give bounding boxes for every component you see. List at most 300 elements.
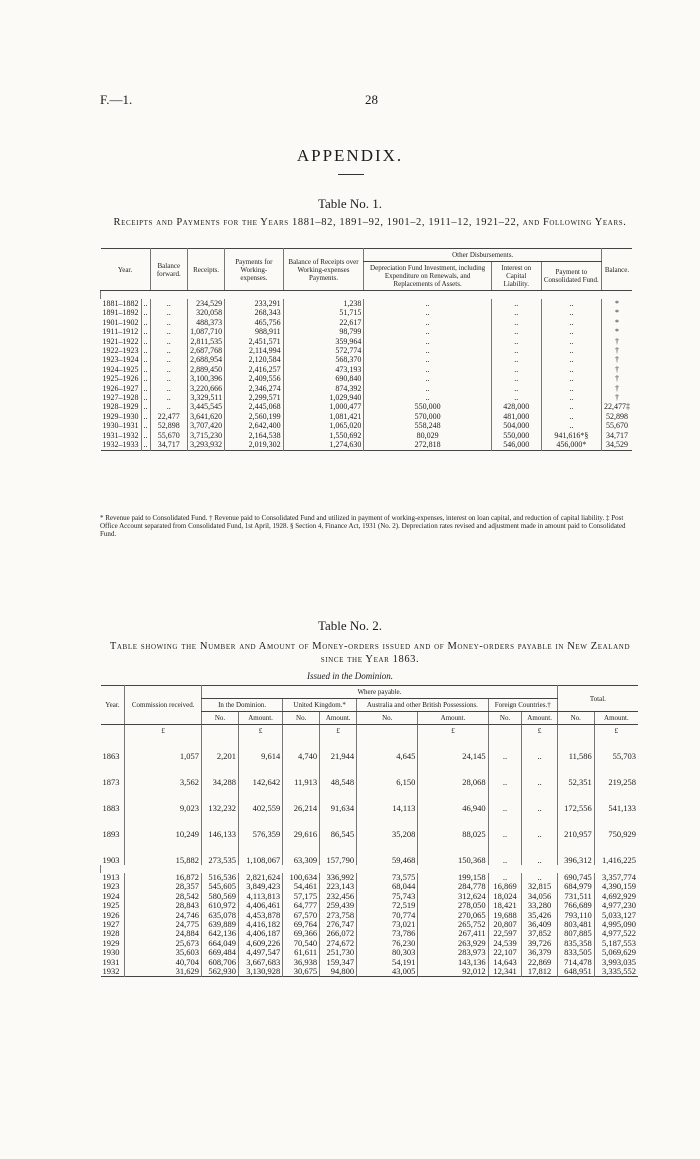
- cell-tn: 648,951: [557, 967, 594, 977]
- cell-ta: 5,069,629: [594, 948, 638, 957]
- cell-bf: ..: [150, 374, 188, 383]
- cell-aa: 150,368: [418, 839, 488, 865]
- cell-fn: ..: [488, 787, 522, 813]
- table2-caption: Table showing the Number and Amount of Money-orders issued and of Money-orders payable in New Zealand since the Year 1863.: [109, 641, 631, 665]
- cell-dots: ..: [141, 393, 150, 402]
- cell-rec: 234,529: [188, 299, 225, 308]
- cell-com: 28,357: [125, 882, 202, 891]
- cell-rec: 3,329,511: [188, 393, 225, 402]
- cell-dots: ..: [141, 337, 150, 346]
- cell-da: 4,416,182: [238, 920, 282, 929]
- table-row: [101, 813, 639, 839]
- cell-dep: ..: [364, 374, 491, 383]
- cell-aa: 265,752: [418, 920, 488, 929]
- cell-fn: 19,688: [488, 911, 522, 920]
- cell-dots: ..: [141, 421, 150, 430]
- cell-dn: 635,078: [202, 911, 239, 920]
- t2-header-commission: Commission received.: [125, 686, 202, 725]
- cell-year: 1922–1923: [102, 346, 139, 356]
- table-row: [101, 393, 633, 402]
- cell-fn: ..: [488, 839, 522, 865]
- cell-aa: 143,136: [418, 958, 488, 967]
- cell-dn: 2,201: [202, 735, 239, 761]
- cell-dots: ..: [141, 327, 150, 336]
- cell-dn: 580,569: [202, 892, 239, 901]
- cell-com: 40,704: [125, 958, 202, 967]
- cell-fin: 34,529: [601, 440, 632, 450]
- cell-rec: 488,373: [188, 318, 225, 327]
- cell-ta: 4,995,090: [594, 920, 638, 929]
- cell-int: ..: [491, 384, 541, 393]
- cell-bal: 51,715: [283, 308, 364, 317]
- cell-fin: *: [601, 308, 632, 317]
- cell-int: ..: [491, 327, 541, 336]
- cell-pay: 2,346,274: [225, 384, 284, 393]
- cell-dn: 146,133: [202, 813, 239, 839]
- t2-header-amount: Amount.: [320, 712, 357, 725]
- cell-dots: ..: [141, 299, 150, 308]
- cell-fn: ..: [488, 813, 522, 839]
- t2-header-year: Year.: [101, 686, 125, 725]
- table2-subtitle: Issued in the Dominion.: [307, 671, 393, 681]
- cell-da: 4,113,813: [238, 892, 282, 901]
- t1-header-balance-receipts: Balance of Receipts over Working-expenses Payments.: [283, 249, 364, 291]
- cell-un: 4,740: [283, 735, 320, 761]
- table-row: [101, 308, 633, 317]
- cell-da: 142,642: [238, 761, 282, 787]
- cell-bf: ..: [150, 337, 188, 346]
- cell-tn: 835,358: [557, 939, 594, 948]
- cell-an: 68,044: [357, 882, 418, 891]
- cell-dep: 570,000: [364, 412, 491, 421]
- cell-da: 9,614: [238, 735, 282, 761]
- cell-aa: 263,929: [418, 939, 488, 948]
- cell-fin: 55,670: [601, 421, 632, 430]
- cell-dots: ..: [141, 440, 150, 450]
- cell-year: 1930–1931: [102, 421, 139, 431]
- cell-dep: 272,818: [364, 440, 491, 450]
- t2-header-amount: Amount.: [522, 712, 557, 725]
- cell-tn: 803,481: [557, 920, 594, 929]
- cell-year: 1932: [102, 966, 120, 977]
- cell-un: 61,611: [283, 948, 320, 957]
- cell-ua: 259,439: [320, 901, 357, 910]
- cell-com: 15,882: [125, 839, 202, 865]
- cell-ta: 750,929: [594, 813, 638, 839]
- cell-pay: 2,416,257: [225, 365, 284, 374]
- cell-year: 1863: [102, 750, 120, 761]
- table-row: [101, 839, 639, 865]
- cell-an: 80,303: [357, 948, 418, 957]
- cell-pay: 2,445,068: [225, 402, 284, 411]
- cell-an: 75,743: [357, 892, 418, 901]
- cell-dn: 669,484: [202, 948, 239, 957]
- cell-an: 76,230: [357, 939, 418, 948]
- cell-com: 28,843: [125, 901, 202, 910]
- cell-year: 1929–1930: [102, 411, 139, 421]
- table-row: [101, 787, 639, 813]
- cell-com: 16,872: [125, 873, 202, 882]
- cell-pcf: ..: [541, 412, 601, 421]
- cell-an: 73,786: [357, 929, 418, 938]
- cell-dn: 132,232: [202, 787, 239, 813]
- cell-dots: ..: [141, 374, 150, 383]
- cell-year: 1928: [102, 928, 120, 939]
- cell-bal: 359,964: [283, 337, 364, 346]
- cell-fn: 18,421: [488, 901, 522, 910]
- cell-rec: 1,087,710: [188, 327, 225, 336]
- cell-aa: 278,050: [418, 901, 488, 910]
- cell-bal: 1,000,477: [283, 402, 364, 411]
- cell-fn: ..: [488, 735, 522, 761]
- cell-da: 4,609,226: [238, 939, 282, 948]
- cell-ta: 4,390,159: [594, 882, 638, 891]
- cell-da: 4,453,878: [238, 911, 282, 920]
- cell-fin: *: [601, 327, 632, 336]
- cell-pay: 268,343: [225, 308, 284, 317]
- cell-ua: 48,548: [320, 761, 357, 787]
- cell-un: 100,634: [283, 873, 320, 882]
- cell-com: 10,249: [125, 813, 202, 839]
- cell-fa: ..: [522, 839, 557, 865]
- unit-symbol: £: [320, 725, 357, 736]
- table-row: [101, 412, 633, 421]
- cell-fin: 22,477‡: [601, 402, 632, 411]
- cell-ua: 276,747: [320, 920, 357, 929]
- cell-rec: 3,293,932: [188, 440, 225, 450]
- cell-dn: 642,136: [202, 929, 239, 938]
- t1-header-balance-forward: Balance forward.: [150, 249, 188, 291]
- cell-fa: 17,812: [522, 967, 557, 977]
- cell-dn: 34,288: [202, 761, 239, 787]
- cell-ta: 3,993,035: [594, 958, 638, 967]
- cell-fa: ..: [522, 813, 557, 839]
- cell-int: ..: [491, 308, 541, 317]
- cell-da: 3,667,683: [238, 958, 282, 967]
- t2-header-foreign: Foreign Countries.†: [488, 699, 557, 712]
- cell-ta: 4,692,929: [594, 892, 638, 901]
- page-number: 28: [365, 92, 378, 107]
- t1-header-other: Other Disbursements.: [364, 249, 602, 262]
- cell-ua: 86,545: [320, 813, 357, 839]
- cell-year: 1903: [102, 854, 120, 865]
- cell-pay: 2,451,571: [225, 337, 284, 346]
- cell-ua: 273,758: [320, 911, 357, 920]
- cell-da: 3,130,928: [238, 967, 282, 977]
- cell-un: 67,570: [283, 911, 320, 920]
- cell-an: 59,468: [357, 839, 418, 865]
- cell-rec: 3,715,230: [188, 431, 225, 440]
- cell-ua: 94,800: [320, 967, 357, 977]
- cell-pcf: 456,000*: [541, 440, 601, 450]
- cell-com: 25,673: [125, 939, 202, 948]
- cell-fn: 12,341: [488, 967, 522, 977]
- table1-footnotes: * Revenue paid to Consolidated Fund. † Revenue paid to Consolidated Fund and utilized in payment of working-expenses, interest on loan capital, and reduction of capital liability. ‡ Post Office Account separated from Consolidated Fund, 1st April, 1928. § Section 4, Finance Act, 1931 (No. 2). Depreciation rates revised and adjustment made in amount paid to Consolidated Fund.: [100, 514, 626, 538]
- cell-da: 1,108,067: [238, 839, 282, 865]
- cell-an: 73,021: [357, 920, 418, 929]
- cell-year: 1927–1928: [102, 393, 139, 403]
- cell-fin: †: [601, 346, 632, 355]
- table-row: [101, 421, 633, 430]
- cell-year: 1924: [102, 890, 120, 901]
- unit-symbol: £: [594, 725, 638, 736]
- cell-pcf: 941,616*§: [541, 431, 601, 440]
- cell-int: 481,000: [491, 412, 541, 421]
- cell-bal: 1,550,692: [283, 431, 364, 440]
- cell-com: 1,057: [125, 735, 202, 761]
- cell-int: ..: [491, 346, 541, 355]
- cell-aa: 284,778: [418, 882, 488, 891]
- cell-ta: 3,357,774: [594, 873, 638, 882]
- cell-int: ..: [491, 355, 541, 364]
- cell-year: 1911–1912: [102, 327, 139, 337]
- cell-bal: 1,274,630: [283, 440, 364, 450]
- cell-un: 70,540: [283, 939, 320, 948]
- table-row: [101, 299, 633, 308]
- cell-fn: 22,597: [488, 929, 522, 938]
- cell-fn: 24,539: [488, 939, 522, 948]
- table-row: [101, 346, 633, 355]
- cell-an: 43,005: [357, 967, 418, 977]
- cell-year: 1931–1932: [102, 430, 139, 440]
- cell-rec: 3,445,545: [188, 402, 225, 411]
- cell-da: 4,497,547: [238, 948, 282, 957]
- cell-un: 69,764: [283, 920, 320, 929]
- cell-aa: 46,940: [418, 787, 488, 813]
- cell-dn: 273,535: [202, 839, 239, 865]
- cell-ta: 55,703: [594, 735, 638, 761]
- cell-fin: †: [601, 355, 632, 364]
- cell-year: 1901–1902: [102, 317, 139, 327]
- cell-an: 35,208: [357, 813, 418, 839]
- cell-year: 1913: [102, 872, 120, 882]
- cell-un: 29,616: [283, 813, 320, 839]
- cell-ta: 219,258: [594, 761, 638, 787]
- cell-pay: 2,164,538: [225, 431, 284, 440]
- table2-body: [101, 725, 639, 977]
- cell-an: 6,150: [357, 761, 418, 787]
- cell-aa: 312,624: [418, 892, 488, 901]
- cell-dep: ..: [364, 384, 491, 393]
- cell-ua: 21,944: [320, 735, 357, 761]
- cell-fin: †: [601, 365, 632, 374]
- cell-dep: 558,248: [364, 421, 491, 430]
- cell-year: 1931: [102, 956, 120, 967]
- cell-aa: 267,411: [418, 929, 488, 938]
- table-row: [101, 402, 633, 411]
- table-row: [101, 761, 639, 787]
- table-row: [101, 384, 633, 393]
- cell-un: 57,175: [283, 892, 320, 901]
- cell-dots: ..: [141, 412, 150, 421]
- table2-title: Table No. 2.: [317, 618, 383, 633]
- unit-symbol: £: [125, 725, 202, 736]
- cell-fn: 22,107: [488, 948, 522, 957]
- cell-tn: 766,689: [557, 901, 594, 910]
- cell-tn: 793,110: [557, 911, 594, 920]
- cell-int: ..: [491, 374, 541, 383]
- cell-pcf: ..: [541, 365, 601, 374]
- t2-header-amount: Amount.: [238, 712, 282, 725]
- cell-dots: ..: [141, 355, 150, 364]
- cell-year: 1923–1924: [102, 355, 139, 365]
- cell-bf: ..: [150, 327, 188, 336]
- cell-pay: 233,291: [225, 299, 284, 308]
- cell-fa: 32,815: [522, 882, 557, 891]
- cell-dn: 608,706: [202, 958, 239, 967]
- cell-bf: ..: [150, 355, 188, 364]
- cell-rec: 2,688,954: [188, 355, 225, 364]
- cell-un: 36,938: [283, 958, 320, 967]
- cell-pcf: ..: [541, 374, 601, 383]
- cell-an: 70,774: [357, 911, 418, 920]
- cell-year: 1930: [102, 947, 120, 958]
- cell-fa: 36,379: [522, 948, 557, 957]
- cell-fn: 18,024: [488, 892, 522, 901]
- cell-un: 26,214: [283, 787, 320, 813]
- t2-header-uk: United Kingdom.*: [283, 699, 357, 712]
- cell-year: 1923: [102, 881, 120, 892]
- cell-pay: 2,019,302: [225, 440, 284, 450]
- t2-header-no: No.: [357, 712, 418, 725]
- table1-body: [101, 291, 633, 451]
- t2-header-where-payable: Where payable.: [202, 686, 558, 699]
- cell-year: 1881–1882: [102, 299, 139, 308]
- cell-bal: 1,029,940: [283, 393, 364, 402]
- cell-aa: 88,025: [418, 813, 488, 839]
- appendix-heading: APPENDIX.: [296, 146, 404, 165]
- cell-aa: 92,012: [418, 967, 488, 977]
- cell-dn: 664,049: [202, 939, 239, 948]
- cell-com: 31,629: [125, 967, 202, 977]
- cell-year: 1932–1933: [102, 440, 139, 450]
- cell-dep: 550,000: [364, 402, 491, 411]
- cell-pcf: ..: [541, 421, 601, 430]
- cell-pcf: ..: [541, 402, 601, 411]
- cell-tn: 714,478: [557, 958, 594, 967]
- cell-rec: 3,707,420: [188, 421, 225, 430]
- cell-bal: 568,370: [283, 355, 364, 364]
- cell-int: ..: [491, 299, 541, 308]
- t2-header-no: No.: [488, 712, 522, 725]
- cell-fa: ..: [522, 787, 557, 813]
- table-row: [101, 440, 633, 450]
- cell-bal: 98,799: [283, 327, 364, 336]
- cell-fa: 22,869: [522, 958, 557, 967]
- cell-ta: 3,335,552: [594, 967, 638, 977]
- cell-year: 1928–1929: [102, 402, 139, 412]
- cell-fa: 35,426: [522, 911, 557, 920]
- cell-fa: ..: [522, 735, 557, 761]
- cell-int: ..: [491, 393, 541, 402]
- cell-fin: †: [601, 384, 632, 393]
- t2-header-australia: Australia and other British Possessions.: [357, 699, 489, 712]
- cell-bf: 22,477: [150, 412, 188, 421]
- table-row: [101, 355, 633, 364]
- cell-int: 504,000: [491, 421, 541, 430]
- cell-an: 72,519: [357, 901, 418, 910]
- cell-ta: 5,033,127: [594, 911, 638, 920]
- cell-ua: 159,347: [320, 958, 357, 967]
- cell-ua: 157,790: [320, 839, 357, 865]
- cell-rec: 2,687,768: [188, 346, 225, 355]
- table-row: [101, 735, 639, 761]
- t2-header-no: No.: [557, 712, 594, 725]
- cell-com: 24,775: [125, 920, 202, 929]
- cell-dots: ..: [141, 402, 150, 411]
- cell-dots: ..: [141, 346, 150, 355]
- cell-pcf: ..: [541, 393, 601, 402]
- cell-dn: 610,972: [202, 901, 239, 910]
- cell-bf: ..: [150, 308, 188, 317]
- cell-bal: 473,193: [283, 365, 364, 374]
- unit-symbol: £: [418, 725, 488, 736]
- cell-year: 1925–1926: [102, 374, 139, 384]
- cell-com: 24,746: [125, 911, 202, 920]
- cell-int: 428,000: [491, 402, 541, 411]
- cell-aa: 283,973: [418, 948, 488, 957]
- cell-pay: 465,756: [225, 318, 284, 327]
- cell-tn: 11,586: [557, 735, 594, 761]
- cell-year: 1891–1892: [102, 308, 139, 318]
- cell-pay: 2,642,400: [225, 421, 284, 430]
- cell-dep: ..: [364, 327, 491, 336]
- cell-year: 1926–1927: [102, 383, 139, 393]
- page-reference: F.—1.: [100, 92, 133, 107]
- cell-dep: ..: [364, 318, 491, 327]
- cell-fa: 37,852: [522, 929, 557, 938]
- t1-header-payment-consolidated: Payment to Consolidated Fund.: [541, 262, 601, 291]
- cell-un: 54,461: [283, 882, 320, 891]
- cell-ua: 232,456: [320, 892, 357, 901]
- cell-rec: 3,220,666: [188, 384, 225, 393]
- cell-tn: 690,745: [557, 873, 594, 882]
- cell-fin: *: [601, 318, 632, 327]
- table-row: [101, 318, 633, 327]
- cell-un: 30,675: [283, 967, 320, 977]
- table1-title: Table No. 1.: [317, 196, 383, 211]
- cell-fn: 20,807: [488, 920, 522, 929]
- cell-dep: 80,029: [364, 431, 491, 440]
- cell-dn: 639,889: [202, 920, 239, 929]
- cell-ta: 1,416,225: [594, 839, 638, 865]
- cell-fn: ..: [488, 761, 522, 787]
- cell-int: 550,000: [491, 431, 541, 440]
- cell-pcf: ..: [541, 318, 601, 327]
- cell-bf: ..: [150, 346, 188, 355]
- cell-year: 1921–1922: [102, 336, 139, 346]
- cell-bf: ..: [150, 402, 188, 411]
- cell-year: 1925: [102, 900, 120, 911]
- cell-tn: 52,351: [557, 761, 594, 787]
- cell-year: 1926: [102, 909, 120, 920]
- cell-an: 4,645: [357, 735, 418, 761]
- t2-header-total: Total.: [557, 686, 638, 712]
- cell-fa: 36,409: [522, 920, 557, 929]
- cell-ua: 266,072: [320, 929, 357, 938]
- cell-dep: ..: [364, 308, 491, 317]
- cell-dep: ..: [364, 299, 491, 308]
- cell-da: 576,359: [238, 813, 282, 839]
- cell-pay: 2,299,571: [225, 393, 284, 402]
- cell-dn: 516,536: [202, 873, 239, 882]
- cell-ua: 336,992: [320, 873, 357, 882]
- cell-fin: *: [601, 299, 632, 308]
- cell-un: 69,366: [283, 929, 320, 938]
- cell-int: ..: [491, 337, 541, 346]
- cell-an: 14,113: [357, 787, 418, 813]
- cell-un: 63,309: [283, 839, 320, 865]
